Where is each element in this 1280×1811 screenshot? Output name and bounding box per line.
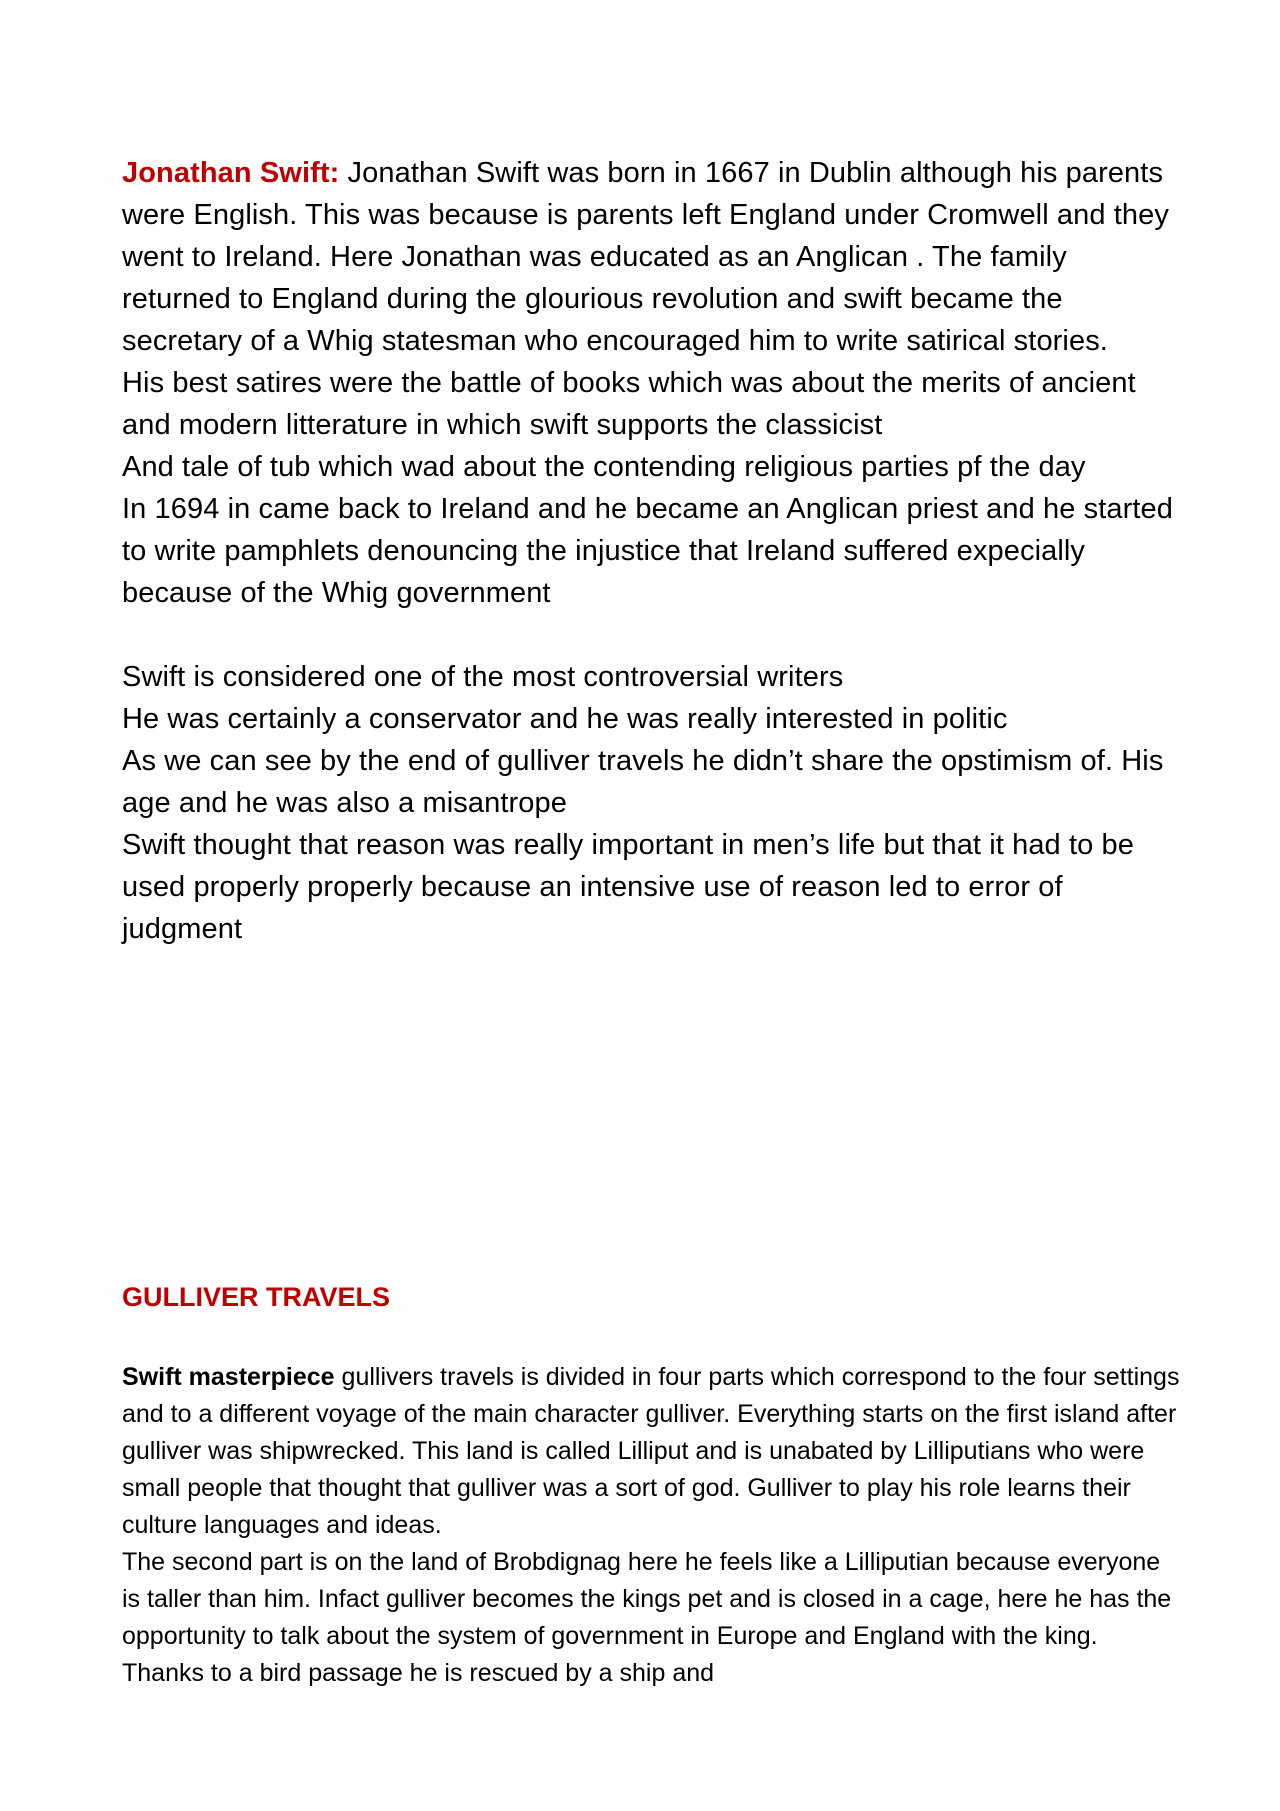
- biography-paragraph: [122, 152, 1182, 362]
- masterpiece-text: gullivers travels is divided in four parts which correspond to the four settings and to a different voyage of the main character gulliver. Everything starts on the first island after gulliver was shipwrecked. This land is called Lilliput and is unabated by Lilliputians who were small people that thought that gulliver was a sort of god. Gulliver to play his role learns their culture languages and ideas.: [122, 1363, 1180, 1539]
- optimism-paragraph: As we can see by the end of gulliver travels he didn’t share the opstimism of. His age and he was also a misantrope: [122, 745, 1164, 819]
- controversial-writer-paragraph: Swift is considered one of the most controversial writers: [122, 661, 844, 693]
- biography-intro-text: Jonathan Swift was born in 1667 in Dublin although his parents were English. This was because is parents left England under Cromwell and they went to Ireland. Here Jonathan was educated as an Anglican . The family returned to England during the glourious revolution and swift became the secretary of a Whig statesman who encouraged him to write satirical stories.: [122, 157, 1169, 357]
- tale-of-tub-paragraph: And tale of tub which wad about the contending religious parties pf the day: [122, 451, 1086, 483]
- conservator-paragraph: He was certainly a conservator and he was really interested in politic: [122, 703, 1008, 735]
- satires-paragraph: His best satires were the battle of books which was about the merits of ancient and modern litterature in which swift supports the classicist: [122, 367, 1136, 441]
- ireland-return-paragraph: In 1694 in came back to Ireland and he became an Anglican priest and he started to write pamphlets denouncing the injustice that Ireland suffered expecially because of the Whig government: [122, 493, 1173, 609]
- reason-paragraph: Swift thought that reason was really important in men’s life but that it had to be used properly properly because an intensive use of reason led to error of judgment: [122, 829, 1134, 945]
- brobdignag-paragraph: The second part is on the land of Brobdignag here he feels like a Lilliputian because everyone is taller than him. Infact gulliver becomes the kings pet and is closed in a cage, here he has the opportunity to talk about the system of government in Europe and England with the king. Thanks to a bird passage he is rescued by a ship and: [122, 1548, 1172, 1687]
- jonathan-swift-heading: Jonathan Swift:: [122, 157, 340, 189]
- gulliver-travels-section: [122, 1359, 1182, 1692]
- blank-line: [122, 614, 1182, 656]
- gulliver-travels-heading: GULLIVER TRAVELS: [122, 1282, 391, 1312]
- masterpiece-paragraph: [122, 1359, 1182, 1544]
- masterpiece-lead: Swift masterpiece: [122, 1363, 335, 1391]
- swift-biography-section: [122, 152, 1182, 950]
